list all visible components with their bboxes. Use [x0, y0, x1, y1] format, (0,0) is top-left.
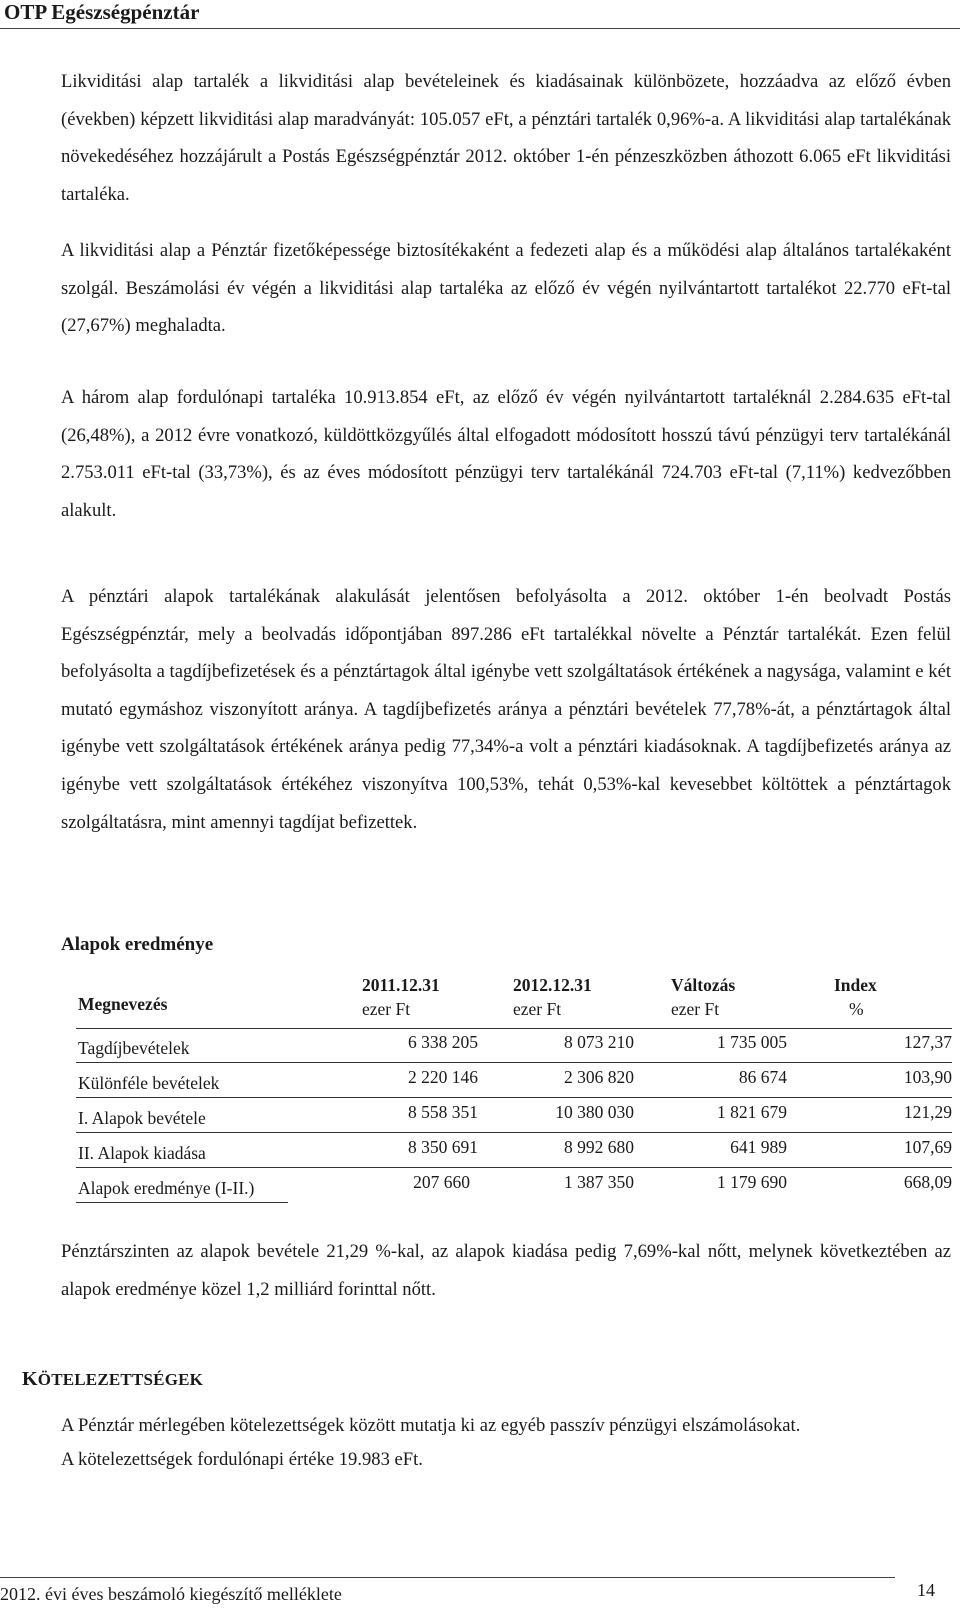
table-row-rule	[76, 1167, 952, 1168]
footer-text: 2012. évi éves beszámoló kiegészítő melléklete	[0, 1584, 342, 1604]
row-change: 1 821 679	[717, 1102, 787, 1122]
table-row	[76, 1172, 952, 1198]
header-divider	[0, 28, 960, 29]
table-row-rule	[76, 1132, 952, 1133]
row-2011: 6 338 205	[408, 1032, 478, 1052]
col-header-change: Változás	[671, 975, 736, 995]
row-index: 127,37	[903, 1032, 952, 1052]
liabilities-heading-initial: K	[22, 1368, 38, 1390]
col-unit-change: ezer Ft	[671, 999, 720, 1019]
page-header-title: OTP Egészségpénztár	[4, 0, 200, 24]
paragraph-reserve-factors: A pénztári alapok tartalékának alakulását jelentősen befolyásolta a 2012. október 1-én beolvadt Postás Egészségpénztár, mely a beolvadás időpontjában 897.286 eFt tartalékkal növelte a Pénztár tartalékát. Ezen felül befolyásolta a tagdíjbefizetések és a pénztártagok által igénybe vett szolgáltatások értékének a nagysága, valamint e két mutató egymáshoz viszonyított aránya. A tagdíjbefizetés aránya a pénztári bevételek 77,78%-át, a pénztártagok által igénybe vett szolgáltatások értékének aránya pedig 77,34%-a volt a pénztári kiadásoknak. A tagdíjbefizetés aránya az igénybe vett szolgáltatások értékéhez viszonyítva 100,53%, tehát 0,53%-kal kevesebbet költöttek a pénztártagok szolgáltatásra, mint amennyi tagdíjat befizettek.	[61, 586, 951, 833]
table-header-row	[76, 975, 952, 1001]
col-header-name: Megnevezés	[78, 994, 168, 1014]
row-change: 86 674	[738, 1067, 787, 1087]
paragraph-results-summary: Pénztárszinten az alapok bevétele 21,29 %-kal, az alapok kiadása pedig 7,69%-kal nőtt, melynek következtében az alapok eredménye közel 1,2 milliárd forinttal nőtt.	[61, 1241, 951, 1300]
paragraph-liquidity-fund: A likviditási alap a Pénztár fizetőképessége biztosítékaként a fedezeti alap és a működési alap általános tartalékaként szolgál. Beszámolási év végén a likviditási alap tartaléka az előző év végén nyilvántartott tartalékot 22.770 eFt-tal (27,67%) meghaladta.	[61, 240, 951, 337]
row-change: 1 179 690	[717, 1172, 787, 1192]
liabilities-heading	[22, 1368, 203, 1391]
row-2011: 8 350 691	[408, 1137, 478, 1157]
row-2012: 1 387 350	[564, 1172, 634, 1192]
row-2012: 2 306 820	[564, 1067, 634, 1087]
row-2011: 8 558 351	[408, 1102, 478, 1122]
row-2012: 8 992 680	[564, 1137, 634, 1157]
results-heading: Alapok eredménye	[61, 934, 214, 955]
col-unit-index: %	[849, 999, 864, 1019]
row-index: 121,29	[903, 1102, 952, 1122]
row-index: 668,09	[903, 1172, 952, 1192]
table-row	[76, 1032, 952, 1058]
paragraph-three-funds-reserve: A három alap fordulónapi tartaléka 10.913.854 eFt, az előző év végén nyilvántartott tartaléknál 2.284.635 eFt-tal (26,48%), a 2012 évre vonatkozó, küldöttközgyűlés által elfogadott módosított hosszú távú pénzügyi terv tartalékánál 2.753.011 eFt-tal (33,73%), és az éves módosított pénzügyi terv tartalékánál 724.703 eFt-tal (7,11%) kedvezőbben alakult.	[61, 387, 951, 521]
paragraph-liquidity-reserve: Likviditási alap tartalék a likviditási alap bevételeinek és kiadásainak különbözete, hozzáadva az előző évben (években) képzett likviditási alap maradványát: 105.057 eFt, a pénztári tartalék 0,96%-a. A likviditási alap tartalékának növekedéséhez hozzájárult a Postás Egészségpénztár 2012. október 1-én pénzeszközben áthozott 6.065 eFt likviditási tartaléka.	[61, 71, 951, 205]
paragraph-liabilities	[61, 1409, 951, 1477]
row-name: Alapok eredménye (I-II.)	[78, 1178, 255, 1198]
row-2012: 8 073 210	[564, 1032, 634, 1052]
col-header-2011: 2011.12.31	[362, 975, 440, 995]
row-2011: 207 660	[413, 1172, 470, 1192]
row-name: II. Alapok kiadása	[78, 1143, 206, 1163]
row-name: I. Alapok bevétele	[78, 1108, 206, 1128]
row-index: 107,69	[903, 1137, 952, 1157]
col-unit-2011: ezer Ft	[362, 999, 411, 1019]
table-unit-row	[76, 999, 952, 1025]
col-header-2012: 2012.12.31	[513, 975, 592, 995]
table-bottom-rule	[76, 1202, 288, 1203]
row-name: Különféle bevételek	[78, 1073, 220, 1093]
table-row-rule	[76, 1062, 952, 1063]
row-index: 103,90	[903, 1067, 952, 1087]
row-change: 1 735 005	[717, 1032, 787, 1052]
row-2012: 10 380 030	[555, 1102, 634, 1122]
table-row	[76, 1067, 952, 1093]
liabilities-line-2: A kötelezettségek fordulónapi értéke 19.983 eFt.	[61, 1449, 423, 1470]
liabilities-heading-rest: ÖTELEZETTSÉGEK	[37, 1370, 204, 1389]
col-unit-2012: ezer Ft	[513, 999, 562, 1019]
row-change: 641 989	[730, 1137, 787, 1157]
table-row	[76, 1137, 952, 1163]
footer-divider	[0, 1577, 895, 1578]
table-row	[76, 1102, 952, 1128]
col-header-index: Index	[834, 975, 877, 995]
row-name: Tagdíjbevételek	[78, 1038, 190, 1058]
page-number: 14	[917, 1580, 935, 1600]
table-header-rule	[76, 1028, 952, 1029]
row-2011: 2 220 146	[408, 1067, 478, 1087]
liabilities-line-1: A Pénztár mérlegében kötelezettségek között mutatja ki az egyéb passzív pénzügyi elszámolásokat.	[61, 1415, 801, 1436]
table-row-rule	[76, 1097, 952, 1098]
